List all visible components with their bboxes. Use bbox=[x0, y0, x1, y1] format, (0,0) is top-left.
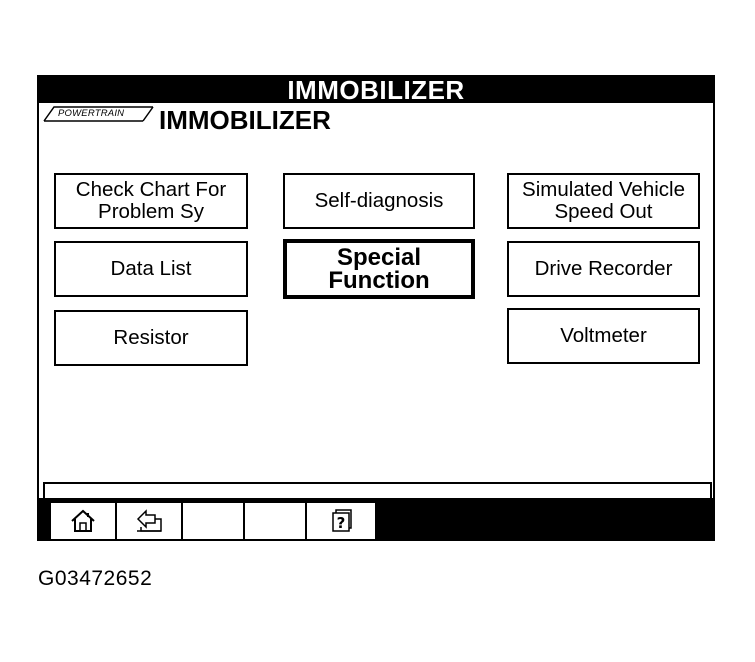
figure-id: G03472652 bbox=[38, 567, 153, 590]
data-list-button[interactable] bbox=[54, 241, 248, 297]
check-chart-label: Check Chart For Problem Sy bbox=[75, 178, 227, 223]
special-function-label: Special Function bbox=[328, 244, 430, 294]
check-chart-button[interactable] bbox=[54, 173, 248, 229]
status-strip bbox=[43, 482, 712, 498]
system-title: IMMOBILIZER bbox=[159, 105, 331, 135]
resistor-button[interactable] bbox=[54, 310, 248, 366]
special-function-button[interactable] bbox=[283, 239, 475, 299]
simulated-speed-label: Simulated Vehicle Speed Out bbox=[522, 178, 685, 223]
help-button[interactable] bbox=[305, 503, 377, 539]
back-button[interactable] bbox=[115, 503, 181, 539]
voltmeter-label: Voltmeter bbox=[560, 324, 647, 347]
tag-label: POWERTRAIN bbox=[58, 108, 125, 119]
empty-tool-slot[interactable] bbox=[243, 503, 305, 539]
resistor-label: Resistor bbox=[113, 326, 189, 349]
home-icon bbox=[70, 509, 96, 533]
screen-title: IMMOBILIZER bbox=[39, 77, 713, 103]
simulated-speed-button[interactable] bbox=[507, 173, 700, 229]
drive-recorder-button[interactable] bbox=[507, 241, 700, 297]
powertrain-tag bbox=[43, 106, 155, 122]
bottom-toolbar bbox=[39, 498, 713, 541]
drive-recorder-label: Drive Recorder bbox=[534, 257, 673, 280]
data-list-label: Data List bbox=[110, 257, 192, 280]
scan-tool-screen bbox=[37, 75, 715, 541]
empty-tool-slot[interactable] bbox=[181, 503, 243, 539]
voltmeter-button[interactable] bbox=[507, 308, 700, 364]
home-button[interactable] bbox=[49, 503, 115, 539]
self-diagnosis-button[interactable] bbox=[283, 173, 475, 229]
self-diagnosis-label: Self-diagnosis bbox=[314, 189, 444, 212]
back-icon bbox=[135, 509, 163, 533]
help-icon bbox=[329, 509, 353, 533]
svg-text:?: ? bbox=[336, 514, 346, 532]
